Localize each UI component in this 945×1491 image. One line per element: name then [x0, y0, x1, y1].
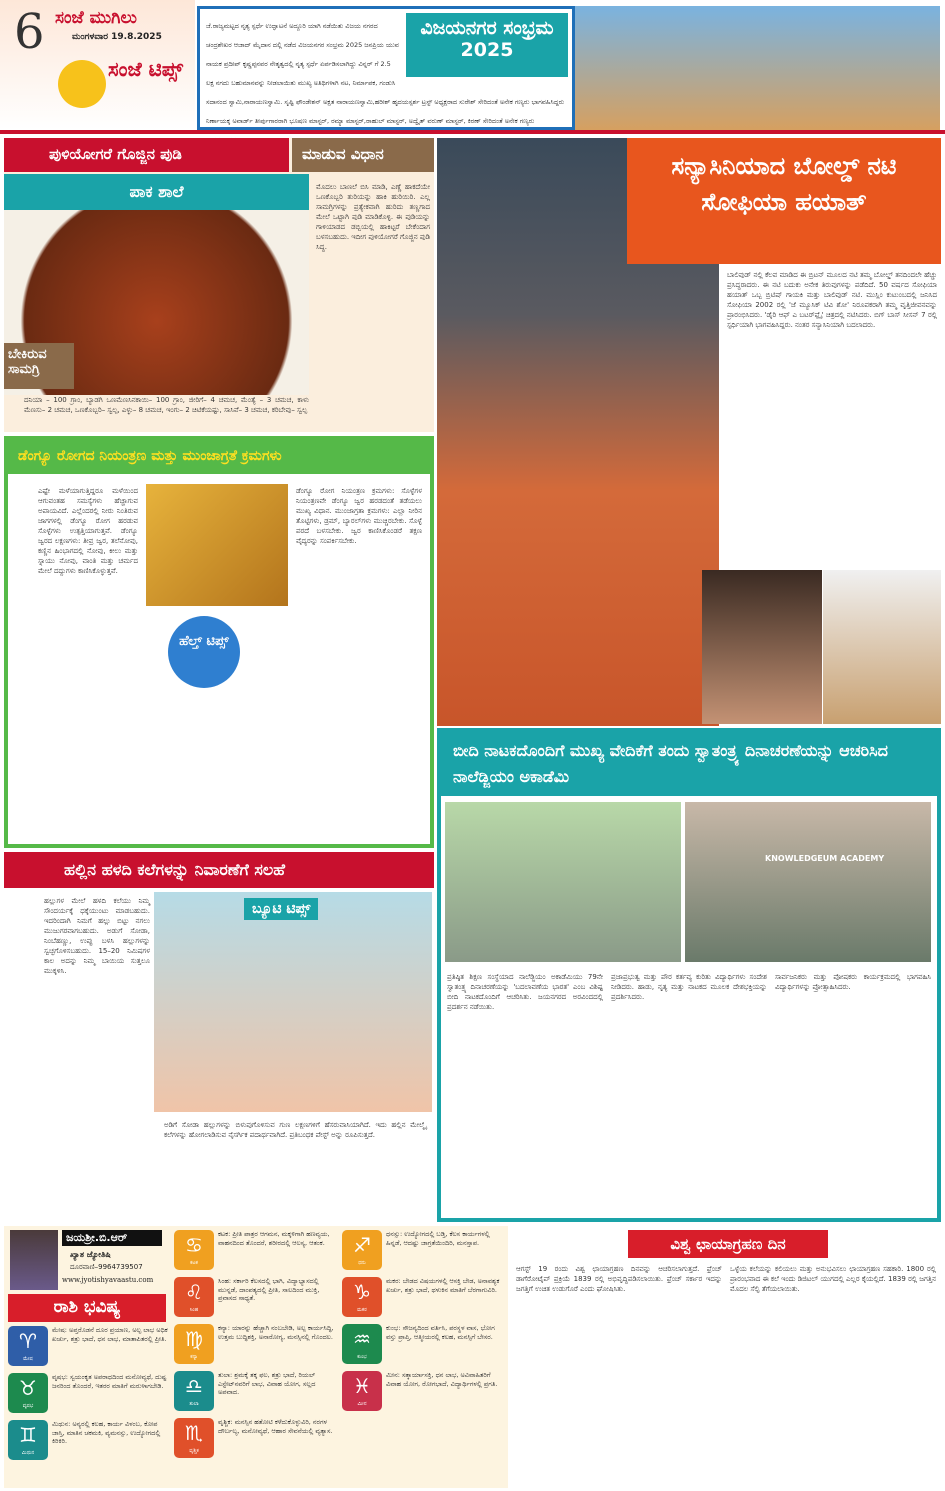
health-tips-badge	[168, 616, 240, 688]
sofia-body: ಬಾಲಿವುಡ್ ನಲ್ಲಿ ಕೆಲವ ಮಾಡಿದ ಈ ಬ್ರಿಟನ್ ಮೂಲದ ನಟಿ ತಮ್ಮ ಬೋಲ್ಡ್ ತನದಿಂದಲೇ ಹೆಚ್ಚು ಪ್ರಸಿದ್ಧರಾದರು. ಈ ನಟಿ ಬದುಕು ಅನೇಕ ತಿರುವುಗಳನ್ನು ಪಡೆದಿದೆ. 50 ವರ್ಷದ ಸೋಫಿಯಾ ಹಯಾತ್ ಒಬ್ಬ ಬ್ರಿಟಿಷ್ ಗಾಯಕಿ ಮತ್ತು ಬಾಲಿವುಡ್ ನಟಿ. ಮುಸ್ಲಿಂ ಕುಟುಂಬದಲ್ಲಿ ಜನಿಸಿದ ಸೋಫಿಯಾ 2002 ರಲ್ಲಿ 'ಜೆ ಮ್ಯೂಸಿಕ್ ಟಿವಿ ಶೋ' ನಿರೂಪಕರಾಗಿ ತಮ್ಮ ವೃತ್ತಿಜೀವನವನ್ನು ಪ್ರಾರಂಭಿಸಿದರು. 'ಡೈರಿ ಆಫ್ ಎ ಬಟರ್‌ಫ್ಲೈ' ಚಿತ್ರದಲ್ಲಿ ನಟಿಸಿದರು. ಬಿಗ್ ಬಾಸ್ ಸೀಸನ್ 7 ರಲ್ಲಿ ಸ್ಪರ್ಧಿಯಾಗಿ ಭಾಗವಹಿಸಿದ್ದರು. ನಂತರ ಸನ್ಯಾಸಿನಿಯಾಗಿ ಬದಲಾದರು.	[727, 271, 937, 329]
zodiac-name: ಕನ್ಯಾ	[190, 1354, 198, 1360]
health-tips-label: ಹೆಲ್ತ್ ಟಿಪ್ಸ್	[179, 634, 229, 649]
zodiac-9	[342, 1230, 504, 1274]
zodiac-icon: ♏ ವೃಶ್ಚಿಕ	[174, 1418, 214, 1458]
zodiac-icon: ♈ ಮೇಷ	[8, 1326, 48, 1366]
zodiac-name: ಕುಂಭ	[357, 1354, 367, 1360]
ingredients-label: ಬೇಕಿರುವ ಸಾಮಗ್ರಿ	[4, 343, 74, 389]
method-label: ಮಾಡುವ ವಿಧಾನ	[292, 138, 434, 172]
top-story	[197, 6, 575, 130]
zodiac-name: ವೃಷಭ	[22, 1403, 34, 1409]
astrologer-photo	[10, 1230, 58, 1290]
zodiac-name: ಧನು	[358, 1260, 366, 1266]
masthead	[0, 0, 195, 130]
paper-name: ಸಂಜೆ ಮುಗಿಲು	[55, 8, 137, 28]
top-story-body: ಜೆ.ರಾಜ್ಯಮಟ್ಟದ ನೃತ್ಯ ಸ್ಪರ್ಧೆ ಉದ್ಘಾಟನೆ ಅದ್ದೂರಿ ಯಾಗಿ ನಡೆಯಿತು ವಿಜಯ ನಗರದ ಚಂದ್ರಶೇಖರ ಆಜಾದ್ ಮೈದಾನ ದಲ್ಲಿ ನಡೆದ ವಿಜಯನಗರ ಸಂಭ್ರಮ 2025 ಜನಪ್ರಿಯ ಯುವ ನಾಯಕ ಪ್ರದೀಪ್ ಕೃಷ್ಣಪ್ಪನವರ ನೇತೃತ್ವದಲ್ಲಿ ನೃತ್ಯ ಸ್ಪರ್ಧೆ ಏರ್ಪಡಿಸಲಾಗಿದ್ದು ವಿನ್ನರ್ ಗೆ 2.5 ಲಕ್ಷ ನಗದು ಬಹುಮಾನವನ್ನು ನೀಡಲಾಯಿತು ಮುಖ್ಯ ಅತಿಥಿಗಳಾಗಿ ನಟ, ನಿರ್ಮಾಪಕ, ಗಂಡುಸಿ ಸದಾನಂದ ಸ್ವಾಮಿ,ನಾರಾಯಣಸ್ವಾಮಿ. ಸೃಷ್ಟಿ ಫೌಂಡೇಶನ್ ಅಕ್ಷತ ನಾರಾಯಣಸ್ವಾಮಿ,ಹರೀಶ್ ಹೃದಯಸ್ಪರ್ಶ ಟ್ರಸ್ಟ್ ಅಧ್ಯಕ್ಷರಾದ ಸುರೇಶ್ ಸೇರಿದಂತೆ ಅನೇಕ ಗಣ್ಯರು ಭಾಗವಹಿಸಿದ್ದರು ನಿರ್ಣಾಯಕ್ಕ ಅವಾರ್ಡ್ ತೀರ್ಪುಗಾರರಾಗಿ ಭೂಷಣ ಮಾಸ್ಟರ್, ರಮ್ಯಾ ಮಾಸ್ಟರ್,ರಾಹುಲ್ ಮಾಸ್ಟರ್, ಅದ್ವೈತ್ ವರುಣ್ ಮಾಸ್ಟರ್, ಕಿರಣ್ ಸೇರಿದಂತೆ ಅನೇಕ ಗಣ್ಯರು	[206, 22, 565, 125]
beauty-title: ಹಲ್ಲಿನ ಹಳದಿ ಕಲೆಗಳನ್ನು ನಿವಾರಣೆಗೆ ಸಲಹೆ	[4, 852, 434, 888]
zodiac-column-1	[8, 1326, 168, 1464]
page-number: 6	[14, 4, 45, 60]
astrologer-phone: ದೂರವಾಣಿ–9964739507	[70, 1263, 143, 1271]
zodiac-icon: ♊ ಮಿಥುನ	[8, 1420, 48, 1460]
zodiac-icon: ♉ ವೃಷಭ	[8, 1373, 48, 1413]
horoscope-section	[4, 1226, 508, 1488]
zodiac-name: ಮೇಷ	[23, 1356, 33, 1362]
recipe-title: ಪುಳಿಯೋಗರೆ ಗೊಜ್ಜಿನ ಪುಡಿ	[4, 138, 289, 172]
zodiac-column-3	[342, 1230, 504, 1415]
academy-body-3: ಸಾರ್ವಜನಿಕರು ಮತ್ತು ಪೋಷಕರು ಕಾರ್ಯಕ್ರಮದಲ್ಲಿ ಭಾಗವಹಿಸಿ ವಿದ್ಯಾರ್ಥಿಗಳನ್ನು ಪ್ರೋತ್ಸಾಹಿಸಿದರು.	[775, 973, 931, 991]
sofia-nun-photo	[823, 570, 941, 724]
zodiac-1	[8, 1326, 168, 1370]
zodiac-name: ಮಕರ	[357, 1307, 367, 1313]
zodiac-text: ಧನಸ್ಸು: ಉದ್ಯೋಗದಲ್ಲಿ ಬಡ್ತಿ, ಕೆಲಸ ಕಾರ್ಯಗಳಲ್ಲಿ ಹಿನ್ನಡೆ, ಆದಷ್ಟು ಜಾಗ್ರತೆಯಿಂದಿರಿ, ಮನಸ್ತಾಪ.	[386, 1230, 490, 1247]
zodiac-name: ಕಟಕ	[190, 1260, 198, 1266]
ingredients-text: ದನಿಯಾ – 100 ಗ್ರಾಂ, ಬ್ಯಾಡಗಿ ಒಣಮೆಣಸಿನಕಾಯಿ– 100 ಗ್ರಾಂ, ಜೀರಿಗೆ– 4 ಚಮಚ, ಮೆಂತ್ಯೆ – 3 ಚಮಚ, ಕಾಳು ಮೆಣಸು– 2 ಚಮಚ, ಒಣಕೊಬ್ಬರಿ– ಸ್ವಲ್ಪ, ಎಳ್ಳು– 8 ಚಮಚ, ಇಂಗು– 2 ಚಿಟಿಕೆಯಷ್ಟು, ಸಾಸಿವೆ– 3 ಚಮಚ, ಕರಿಬೇವು– ಸ್ವಲ್ಪ	[24, 396, 309, 414]
zodiac-6	[174, 1324, 336, 1368]
smile-photo	[154, 892, 432, 1112]
academy-title: ಬೀದಿ ನಾಟಕದೊಂದಿಗೆ ಮುಖ್ಯ ವೇದಿಕೆಗೆ ತಂದು ಸ್ವಾತಂತ್ರ್ಯ ದಿನಾಚರಣೆಯನ್ನು ಆಚರಿಸಿದ ನಾಲೆಡ್ಜಿಯಂ ಅಕಾಡೆಮಿ	[441, 732, 937, 796]
section-label: ಪಾಕ ಶಾಲೆ	[4, 174, 309, 210]
sofia-photo-2	[702, 570, 822, 724]
beauty-tips-badge: ಬ್ಯೂಟಿ ಟಿಪ್ಸ್	[244, 898, 318, 920]
zodiac-text: ಕನ್ಯಾ: ಯಾರನ್ನು ಹೆಚ್ಚಾಗಿ ನಂಬಬೇಡಿ, ಅಲ್ಪ ಕಾರ್ಯಸಿದ್ಧಿ, ಉತ್ತಮ ಬುದ್ಧಿಶಕ್ತಿ, ಅನಾರೋಗ್ಯ, ಮನಸ್ಸಿನಲ್ಲಿ ಗೊಂದಲ.	[218, 1324, 334, 1341]
zodiac-icon: ♋ ಕಟಕ	[174, 1230, 214, 1270]
event-photo	[575, 6, 940, 130]
sofia-section	[437, 138, 941, 726]
academy-body-1: ಪ್ರತಿಷ್ಠಿತ ಶಿಕ್ಷಣ ಸಂಸ್ಥೆಯಾದ ನಾಲೆಡ್ಜಿಯಂ ಅಕಾಡೆಮಿಯು 79ನೇ ಸ್ವಾತಂತ್ರ್ಯ ದಿನಾಚರಣೆಯನ್ನು 'ಬದಲಾವಣೆಯ ಭಾರತ' ಎಂಬ ವಿಶಿಷ್ಟ ಬೀದಿ ನಾಟಕದೊಂದಿಗೆ ಆಚರಿಸಿತು. ಜಯನಗರದ ಅರವಿಂದದಲ್ಲಿ ಪ್ರದರ್ಶನ ನಡೆಯಿತು.	[447, 973, 603, 1011]
dengue-body-left: ಎಷ್ಟೇ ಮಳೆಯಾಗುತ್ತಿದ್ದರೂ ಮಳೆಯಿಂದ ಆಗುವಂತಹ ಸಮಸ್ಯೆಗಳು ಹೆಚ್ಚಾಗುವ ಅಪಾಯವಿದೆ. ಎಲ್ಲೆಂದರಲ್ಲಿ ನೀರು ನಿಂತಿರುವ ಜಾಗಗಳಲ್ಲಿ ಡೆಂಗ್ಯೂ ರೋಗ ಹರಡುವ ಸೊಳ್ಳೆಗಳು ಉತ್ಪತ್ತಿಯಾಗುತ್ತವೆ. ಡೆಂಗ್ಯೂ ಜ್ವರದ ಲಕ್ಷಣಗಳು: ತೀವ್ರ ಜ್ವರ, ತಲೆನೋವು, ಕಣ್ಣಿನ ಹಿಂಭಾಗದಲ್ಲಿ ನೋವು, ಕೀಲು ಮತ್ತು ಸ್ನಾಯು ನೋವು, ವಾಂತಿ ಮತ್ತು ಚರ್ಮದ ಮೇಲೆ ದದ್ದುಗಳು ಕಾಣಿಸಿಕೊಳ್ಳುತ್ತವೆ.	[38, 487, 138, 575]
method-text: ಮೊದಲು ಬಾಣಲೆ ಬಿಸಿ ಮಾಡಿ, ಎಣ್ಣೆ ಹಾಕದೆಯೇ ಒಣಕೊಬ್ಬರಿ ತುರಿಯನ್ನು ಹಾಕಿ ಹುರಿಯಿರಿ. ಎಲ್ಲ ಸಾಮಗ್ರಿಗಳನ್ನು ಪ್ರತ್ಯೇಕವಾಗಿ ಹುರಿದು ತಣ್ಣಗಾದ ಮೇಲೆ ಒಟ್ಟಾಗಿ ಪುಡಿ ಮಾಡಿಕೊಳ್ಳಿ. ಈ ಪುಡಿಯನ್ನು ಗಾಳಿಯಾಡದ ಡಬ್ಬಿಯಲ್ಲಿ ಹಾಕಿಟ್ಟರೆ ಬೇಕೆಂದಾಗ ಬಳಸಬಹುದು. ಇದೀಗ ಪುಳಿಯೋಗರೆ ಗೊಜ್ಜಿನ ಪುಡಿ ಸಿದ್ಧ.	[316, 183, 430, 251]
top-story-title: ವಿಜಯನಗರ ಸಂಭ್ರಮ 2025	[406, 13, 568, 77]
astrologer-website[interactable]: www.jyotishyavaastu.com	[62, 1276, 154, 1284]
academy-sign: KNOWLEDGEUM ACADEMY	[765, 854, 885, 863]
zodiac-text: ಮೇಷ: ಅಪ್ತರೊಡನೆ ದೂರ ಪ್ರಯಾಣ, ಅಲ್ಪ ಲಾಭ ಅಧಿಕ ಖರ್ಚು, ಶತ್ರು ಭಾದೆ, ಧನ ಲಾಭ, ಮಾತಾಪಿತರಲ್ಲಿ ಪ್ರೀತಿ.	[52, 1326, 168, 1343]
academy-body-2: ಪ್ರಜಾಪ್ರಭುತ್ವ ಮತ್ತು ಪೌರ ಕರ್ತವ್ಯ ಕುರಿತು ವಿದ್ಯಾರ್ಥಿಗಳು ಸಂದೇಶ ನೀಡಿದರು. ಹಾಡು, ನೃತ್ಯ ಮತ್ತು ನಾಟಕದ ಮೂಲಕ ದೇಶಭಕ್ತಿಯನ್ನು ಪ್ರದರ್ಶಿಸಿದರು.	[611, 973, 767, 1001]
beauty-body-right: ಅಡಿಗೆ ಸೋಡಾ ಹಲ್ಲುಗಳನ್ನು ಬಿಳುಪುಗೊಳಿಸುವ ಗುಣ ಲಕ್ಷಣಗಳಿಗೆ ಹೆಸರುವಾಸಿಯಾಗಿದೆ. ಇದು ಹಲ್ಲಿನ ಮೇಲ್ಮೈ ಕಲೆಗಳನ್ನು ಹೋಗಲಾಡಿಸುವ ನೈಸರ್ಗಿಕ ಪದಾರ್ಥವಾಗಿದೆ. ಪ್ರತಿಬಂಧಕ ಪೇಸ್ಟ್ ಅನ್ನು ರೂಪಿಸುತ್ತದೆ.	[164, 1121, 426, 1139]
photo-day-body-2: ಒಳ್ಳೆಯ ಕಲೆಯನ್ನು ಕಲಿಯಲು ಮತ್ತು ಅನುಭವಿಸಲು ಛಾಯಾಗ್ರಹಣ ಸಹಕಾರಿ. 1800 ರಲ್ಲಿ ಪ್ರಾರಂಭವಾದ ಈ ಕಲೆ ಇಂದು ಡಿಜಿಟಲ್ ಯುಗದಲ್ಲಿ ಎಲ್ಲರ ಕೈಯಲ್ಲಿದೆ. 1839 ರಲ್ಲಿ ಜಗತ್ತಿನ ಮೊದಲ ಸೆಲ್ಫಿ ತೆಗೆಯಲಾಯಿತು.	[730, 1265, 936, 1293]
horoscope-title: ರಾಶಿ ಭವಿಷ್ಯ	[8, 1294, 166, 1322]
academy-section	[437, 728, 941, 1222]
zodiac-text: ಸಿಂಹ: ಸರ್ಕಾರಿ ಕೆಲಸದಲ್ಲಿ ಭಾಗಿ, ವಿದ್ಯಾಭ್ಯಾಸದಲ್ಲಿ ಮುನ್ನಡೆ, ದಾಂಪತ್ಯದಲ್ಲಿ ಪ್ರೀತಿ, ಸಾಲದಿಂದ ಮುಕ್ತಿ, ಪ್ರವಾಸದ ಸಾಧ್ಯತೆ.	[218, 1277, 320, 1302]
zodiac-icon: ♑ ಮಕರ	[342, 1277, 382, 1317]
zodiac-icon: ♌ ಸಿಂಹ	[174, 1277, 214, 1317]
zodiac-text: ಮಕರ: ಬೇಡದ ವಿಷಯಗಳಲ್ಲಿ ಆಸಕ್ತಿ ಬೇಡ, ಅನಾವಶ್ಯಕ ಖರ್ಚು, ಶತ್ರು ಭಾದೆ, ಥಳುಕಿನ ಮಾತಿಗೆ ಬೆರಗಾಗುವಿರಿ.	[386, 1277, 500, 1294]
dengue-body-right: ಡೆಂಗ್ಯೂ ರೋಗ ನಿಯಂತ್ರಣ ಕ್ರಮಗಳು: ಸೊಳ್ಳೆಗಳ ನಿಯಂತ್ರಣವೇ ಡೆಂಗ್ಯೂ ಜ್ವರ ಹರಡದಂತೆ ತಡೆಯಲು ಮುಖ್ಯ ವಿಧಾನ. ಮುಂಜಾಗ್ರತಾ ಕ್ರಮಗಳು: ಎಲ್ಲಾ ನೀರಿನ ತೊಟ್ಟಿಗಳು, ಡ್ರಮ್, ಬ್ಯಾರಲ್‌ಗಳು ಮುಚ್ಚಿರಬೇಕು. ಸೊಳ್ಳೆ ಪರದೆ ಬಳಸಬೇಕು. ಜ್ವರ ಕಾಣಿಸಿಕೊಂಡರೆ ತಕ್ಷಣ ವೈದ್ಯರನ್ನು ಸಂಪರ್ಕಿಸಬೇಕು.	[296, 487, 422, 545]
zodiac-text: ಕಟಕ: ಪ್ರೀತಿ ಪಾತ್ರರ ಆಗಮನ, ಮಕ್ಕಳಿಗಾಗಿ ಹಣವ್ಯಯ, ವಾಹನದಿಂದ ತೊಂದರೆ, ಶರೀರದಲ್ಲಿ ಆಲಸ್ಯ, ಆತಂಕ.	[218, 1230, 330, 1247]
zodiac-column-2	[174, 1230, 336, 1462]
zodiac-text: ಮೀನ: ಸತ್ಕಾರ್ಯಾಸಕ್ತಿ, ಧನ ಲಾಭ, ಅವಿವಾಹಿತರಿಗೆ ವಿವಾಹ ಯೋಗ, ರೋಗಭಾದೆ, ವಿದ್ಯಾರ್ಥಿಗಳಲ್ಲಿ ಪ್ರಗತಿ.	[386, 1371, 498, 1388]
zodiac-11	[342, 1324, 504, 1368]
beauty-section	[4, 852, 434, 1222]
zodiac-icon: ♎ ತುಲಾ	[174, 1371, 214, 1411]
mosquito-photo	[146, 484, 288, 606]
zodiac-8	[174, 1418, 336, 1462]
photo-day-section	[512, 1226, 942, 1488]
recipe-section	[4, 138, 434, 432]
beauty-body-left: ಹಲ್ಲುಗಳ ಮೇಲೆ ಹಳದಿ ಕಲೆಯು ನಿಮ್ಮ ಸೌಂದರ್ಯಕ್ಕೆ ಧಕ್ಕೆಯುಂಟು ಮಾಡಬಹುದು. ಇದರಿಂದಾಗಿ ನಿಮಗೆ ಹಲ್ಲು ಬಿಟ್ಟು ನಗಲು ಮುಜುಗರವಾಗಬಹುದು. ಅಡುಗೆ ಸೋಡಾ, ನಿಂಬೆಹಣ್ಣು, ಉಪ್ಪು ಬಳಸಿ ಹಲ್ಲುಗಳನ್ನು ಸ್ವಚ್ಛಗೊಳಿಸಬಹುದು. 15–20 ನಿಮಿಷಗಳ ಕಾಲ ಅದನ್ನು ನಿಮ್ಮ ಬಾಯಿಯ ಸುತ್ತಲೂ ಮುಕ್ಕಳಿಸಿ.	[44, 897, 150, 975]
zodiac-10	[342, 1277, 504, 1321]
street-play-photo	[445, 802, 681, 962]
divider	[0, 130, 945, 134]
zodiac-icon: ♍ ಕನ್ಯಾ	[174, 1324, 214, 1364]
zodiac-4	[174, 1230, 336, 1274]
zodiac-name: ಮೀನ	[357, 1401, 367, 1407]
zodiac-text: ಕುಂಭ: ಸೌಜನ್ಯದಿಂದ ವರ್ತಿಸಿ, ಪರಸ್ಥಳ ವಾಸ, ಭೋಗ ವಸ್ತು ಪ್ರಾಪ್ತಿ, ಆತ್ಮೀಯರಲ್ಲಿ ಕಲಹ, ಮನಸ್ಸಿಗೆ ಬೇಸರ.	[386, 1324, 495, 1341]
zodiac-text: ತುಲಾ: ಶ್ರಮಕ್ಕೆ ತಕ್ಕ ಫಲ, ಶತ್ರು ಭಾದೆ, ರಿಯಲ್ ಎಸ್ಟೇಟ್‌ನವರಿಗೆ ಲಾಭ, ವಿವಾಹ ಯೋಗ, ಸಲ್ಲದ ಅಪವಾದ.	[218, 1371, 316, 1396]
date: ಮಂಗಳವಾರ 19.8.2025	[72, 32, 162, 42]
zodiac-name: ವೃಶ್ಚಿಕ	[189, 1448, 199, 1454]
academy-photo	[685, 802, 931, 962]
photo-day-body-1: ಆಗಸ್ಟ್ 19 ರಂದು ವಿಶ್ವ ಛಾಯಾಗ್ರಹಣ ದಿನವನ್ನು ಆಚರಿಸಲಾಗುತ್ತದೆ. ಫ್ರೆಂಚ್ ಡಾಗೆರೋಟೈಪ್ ಪ್ರಕ್ರಿಯೆ 1839 ರಲ್ಲಿ ಅಭಿವೃದ್ಧಿಪಡಿಸಲಾಯಿತು. ಫ್ರೆಂಚ್ ಸರ್ಕಾರ ಇದನ್ನು ಜಗತ್ತಿಗೆ ಉಚಿತ ಉಡುಗೊರೆ ಎಂದು ಘೋಷಿಸಿತು.	[516, 1265, 722, 1293]
zodiac-name: ಸಿಂಹ	[189, 1307, 199, 1313]
zodiac-3	[8, 1420, 168, 1464]
zodiac-5	[174, 1277, 336, 1321]
zodiac-12	[342, 1371, 504, 1415]
zodiac-2	[8, 1373, 168, 1417]
dengue-title: ಡೆಂಗ್ಯೂ ರೋಗದ ನಿಯಂತ್ರಣ ಮತ್ತು ಮುಂಜಾಗ್ರತೆ ಕ್ರಮಗಳು	[8, 440, 430, 474]
zodiac-icon: ♒ ಕುಂಭ	[342, 1324, 382, 1364]
zodiac-name: ಮಿಥುನ	[21, 1450, 35, 1456]
sofia-title: ಸನ್ಯಾಸಿನಿಯಾದ ಬೋಲ್ಡ್ ನಟಿ ಸೋಫಿಯಾ ಹಯಾತ್	[627, 138, 941, 264]
zodiac-7	[174, 1371, 336, 1415]
astrologer-name: ಜಯಶ್ರೀ.ಬಿ.ಆರ್	[62, 1230, 162, 1246]
zodiac-name: ತುಲಾ	[189, 1401, 199, 1407]
zodiac-text: ವೃಷಭ: ಸ್ವಯಂಕೃತ ಅಪರಾಧದಿಂದ ಮನೋವ್ಯಥೆ, ದುಷ್ಟ ಜನರಿಂದ ತೊಂದರೆ, ಇತರರ ಮಾತಿಗೆ ಮರುಳಾಗಬೇಡಿ.	[52, 1373, 167, 1390]
astrologer-role: ಖ್ಯಾತ ಜ್ಯೋತಿಷಿ	[70, 1250, 111, 1259]
zodiac-icon: ♐ ಧನು	[342, 1230, 382, 1270]
bulb-icon	[58, 60, 106, 108]
photo-day-title: ವಿಶ್ವ ಛಾಯಾಗ್ರಹಣ ದಿನ	[628, 1230, 828, 1258]
zodiac-text: ಮಿಥುನ: ಅನ್ಯರಲ್ಲಿ ಕಲಹ, ಕಾರ್ಯ ವಿಳಂಬ, ಕೋಪ ಜಾಸ್ತಿ, ಮಾತಿನ ಚಕಮಕಿ, ವ್ಯಮನಸ್ಸು, ಉದ್ಯೋಗದಲ್ಲಿ ಕಿರಿಕಿರಿ.	[52, 1420, 161, 1445]
zodiac-text: ವೃಶ್ಚಿಕ: ಮನಸ್ಸಿನ ಹತೋಟಿ ಕಳೆದುಕೊಳ್ಳುವಿರಿ, ನರಗಳ ದೌರ್ಬಲ್ಯ, ಮನೋವ್ಯಥೆ, ಆಹಾರ ಸೇವನೆಯಲ್ಲಿ ವ್ಯತ್ಯಾಸ.	[218, 1418, 333, 1435]
section-label: ಸಂಜೆ ಟಿಪ್ಸ್	[108, 57, 183, 81]
dengue-section	[4, 436, 434, 848]
zodiac-icon: ♓ ಮೀನ	[342, 1371, 382, 1411]
